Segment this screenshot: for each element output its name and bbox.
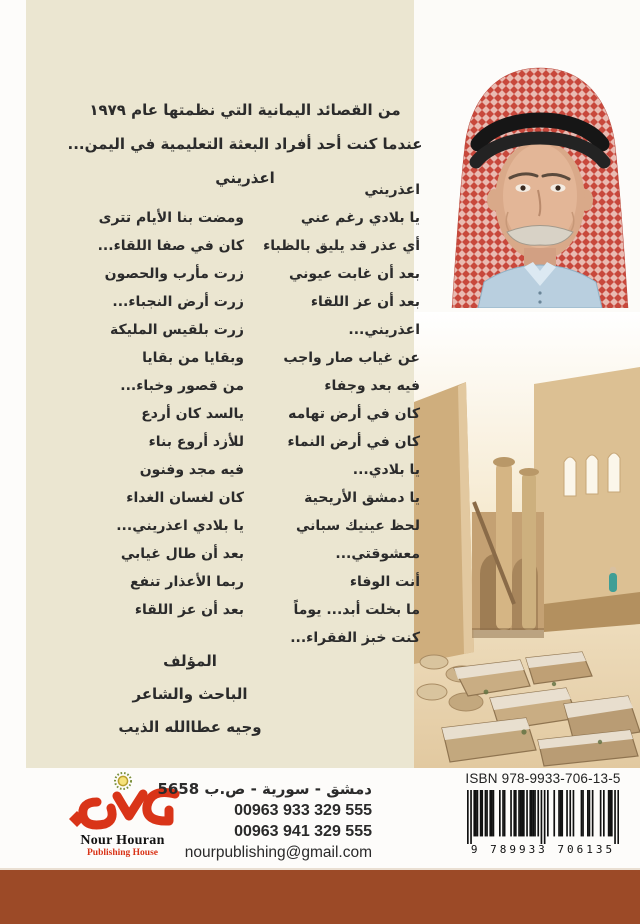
poem-column-left bbox=[28, 204, 244, 652]
poem-block bbox=[28, 176, 420, 652]
poem-line: بعد أن عز اللقاء bbox=[310, 294, 420, 310]
bottom-color-band bbox=[0, 868, 640, 924]
publisher-phone-2: 00963 941 329 555 bbox=[234, 823, 372, 840]
isbn-barcode bbox=[467, 790, 619, 844]
publisher-subtitle-en: Publishing House bbox=[86, 848, 158, 858]
isbn-block bbox=[450, 770, 636, 856]
isbn-label: ISBN 978-9933-706-13-5 bbox=[465, 771, 621, 786]
poem-line: زرت مأرب والحصون bbox=[104, 266, 244, 282]
poem-line: كان في أرض النماء bbox=[287, 434, 420, 450]
poem-line: كان في أرض تهامه bbox=[288, 406, 420, 422]
poem-line: ربما الأعذار تنفع bbox=[129, 574, 244, 590]
publisher-email: nourpublishing@gmail.com bbox=[184, 844, 372, 861]
author-block bbox=[30, 645, 350, 744]
poem-line: بعد أن طال غيابي bbox=[120, 546, 244, 562]
poem-line: بعد أن عز اللقاء bbox=[134, 602, 244, 618]
photo-column bbox=[414, 0, 640, 768]
author-name: وجيه عطاالله الذيب bbox=[118, 718, 262, 736]
poem-line: معشوقتي... bbox=[335, 546, 420, 562]
poem-line: يا بلادي... bbox=[352, 462, 420, 478]
poem-line: لحظ عينيك سباني bbox=[296, 518, 420, 534]
poem-line: فيه مجد وفنون bbox=[139, 462, 244, 478]
poem-line: كان لغسان الغداء bbox=[126, 490, 244, 506]
author-heading: المؤلف bbox=[163, 652, 217, 670]
publisher-band bbox=[0, 768, 640, 868]
poem-line: اعذريني bbox=[364, 182, 420, 198]
poem-line: وبقايا من بقايا bbox=[142, 350, 244, 366]
poem-line: اعذريني... bbox=[348, 322, 420, 338]
author-role: الباحث والشاعر bbox=[132, 685, 248, 703]
poem-line: فيه بعد وجفاء bbox=[324, 378, 420, 394]
publisher-phone-1: 00963 933 329 555 bbox=[234, 802, 372, 819]
intro-line-1: من القصائد اليمانية التي نظمتها عام ١٩٧٩ bbox=[89, 101, 401, 119]
poem-line: ومضت بنا الأيام تترى bbox=[98, 210, 244, 226]
poem-line: للأزد أروع بناء bbox=[148, 434, 244, 450]
author-portrait-photo bbox=[450, 50, 630, 308]
poem-line: يا دمشق الأريحية bbox=[304, 490, 420, 506]
poem-column-right bbox=[244, 176, 420, 652]
isbn-barcode-digits: 9 789933 706135 bbox=[470, 843, 616, 856]
poem-line: كنت خبز الفقراء... bbox=[290, 630, 420, 646]
poem-line: يالسد كان أردع bbox=[141, 406, 244, 422]
publisher-contact bbox=[150, 778, 372, 864]
intro-line-2: عندما كنت أحد أفراد البعثة التعليمية في اليمن... bbox=[67, 135, 423, 153]
ruins-photo bbox=[414, 312, 640, 768]
poem-line: عن غياب صار واجب bbox=[283, 350, 420, 366]
publisher-address: دمشق - سورية - ص.ب 5658 bbox=[157, 780, 372, 798]
poem-line: بعد أن غابت عيوني bbox=[289, 266, 420, 282]
poem-line: كان في صفا اللقاء... bbox=[97, 238, 244, 254]
poem-line: من قصور وخباء... bbox=[120, 378, 244, 394]
publisher-name-en: Nour Houran bbox=[80, 833, 165, 848]
poem-line: يا بلادي اعذريني... bbox=[116, 518, 244, 534]
poem-line: زرت بلقيس المليكة bbox=[110, 322, 244, 338]
poem-line: زرت أرض النجباء... bbox=[112, 294, 244, 310]
poem-line: أي عذر قد يليق بالظباء bbox=[263, 238, 420, 254]
poem-line: أنت الوفاء bbox=[349, 574, 420, 590]
poem-line: يا بلادي رغم عني bbox=[300, 210, 420, 226]
poem-line: ما بخلت أبد... يوماً bbox=[293, 602, 420, 618]
intro-line-3: اعذريني bbox=[215, 169, 275, 187]
